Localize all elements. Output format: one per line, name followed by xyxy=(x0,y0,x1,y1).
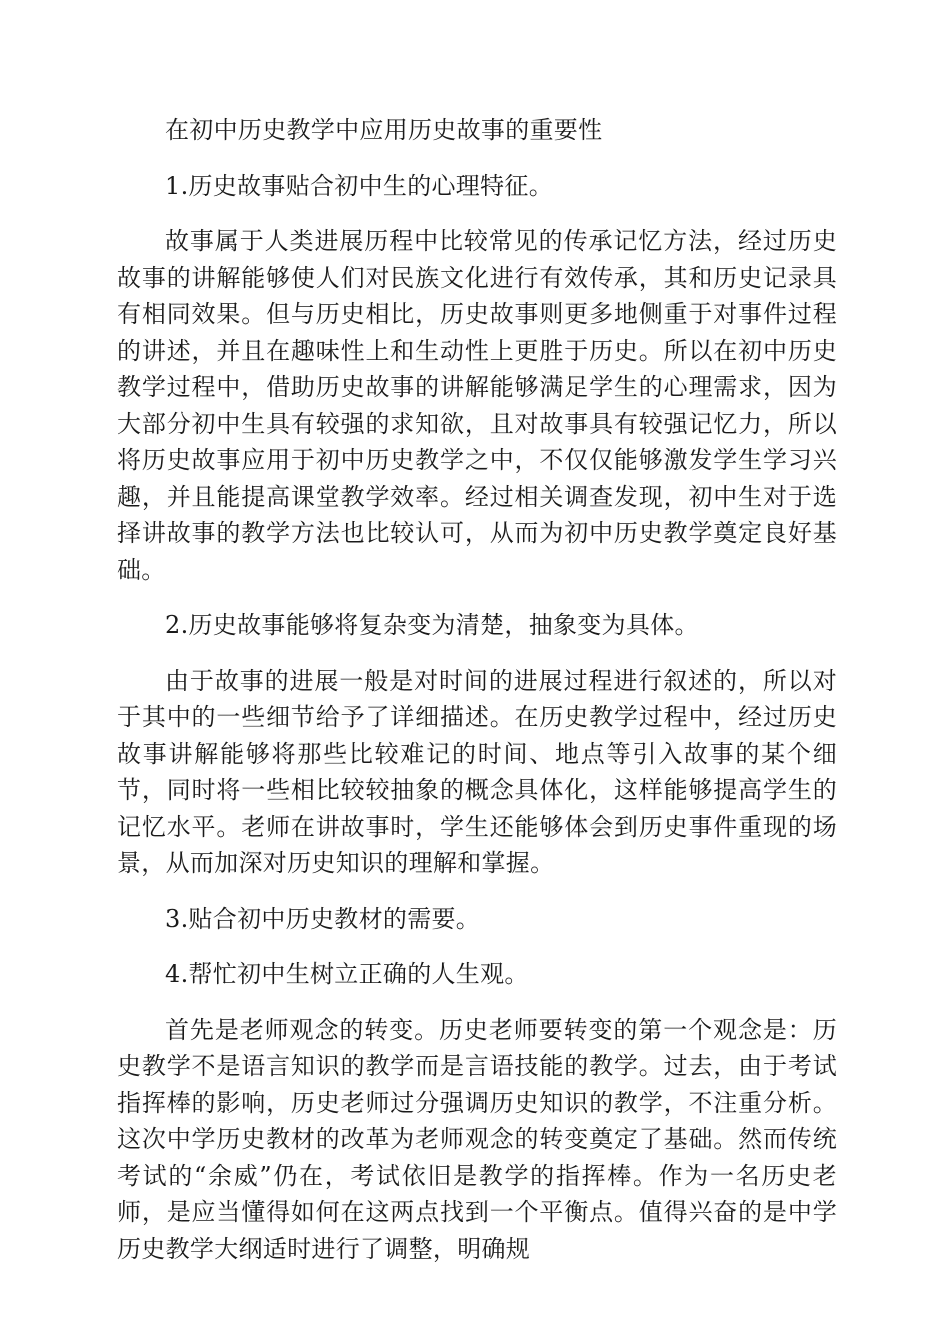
section-heading-4: 4.帮忙初中生树立正确的人生观。 xyxy=(165,960,529,988)
section-heading-1: 1.历史故事贴合初中生的心理特征。 xyxy=(165,171,553,200)
document-title: 在初中历史教学中应用历史故事的重要性 xyxy=(165,116,603,144)
section-heading-2: 2.历史故事能够将复杂变为清楚，抽象变为具体。 xyxy=(165,611,699,639)
section-heading-3: 3.贴合初中历史教材的需要。 xyxy=(165,904,481,933)
body-paragraph-3: 首先是老师观念的转变。历史老师要转变的第一个观念是：历史教学不是语言知识的教学而是言语技能的教学。过去，由于考试指挥棒的影响，历史老师过分强调历史知识的教学，不注重分析。这次中学历史教材的改革为老师观念的转变奠定了基础。然而传统考试的“余威”仍在，考试依旧是教学的指挥棒。作为一名历史老师，是应当懂得如何在这两点找到一个平衡点。值得兴奋的是中学历史教学大纲适时进行了调整，明确规 xyxy=(117,1015,837,1263)
body-paragraph-1: 故事属于人类进展历程中比较常见的传承记忆方法，经过历史故事的讲解能够使人们对民族文化进行有效传承，其和历史记录具有相同效果。但与历史相比，历史故事则更多地侧重于对事件过程的讲述，并且在趣味性上和生动性上更胜于历史。所以在初中历史教学过程中，借助历史故事的讲解能够满足学生的心理需求，因为大部分初中生具有较强的求知欲，且对故事具有较强记忆力，所以将历史故事应用于初中历史教学之中，不仅仅能够激发学生学习兴趣，并且能提高课堂教学效率。经过相关调查发现，初中生对于选择讲故事的教学方法也比较认可，从而为初中历史教学奠定良好基础。 xyxy=(117,227,837,584)
body-paragraph-2: 由于故事的进展一般是对时间的进展过程进行叙述的，所以对于其中的一些细节给予了详细描述。在历史教学过程中，经过历史故事讲解能够将那些比较难记的时间、地点等引入故事的某个细节，同时将一些相比较较抽象的概念具体化，这样能够提高学生的记忆水平。老师在讲故事时，学生还能够体会到历史事件重现的场景，从而加深对历史知识的理解和掌握。 xyxy=(117,666,837,877)
document-body xyxy=(117,112,837,1286)
